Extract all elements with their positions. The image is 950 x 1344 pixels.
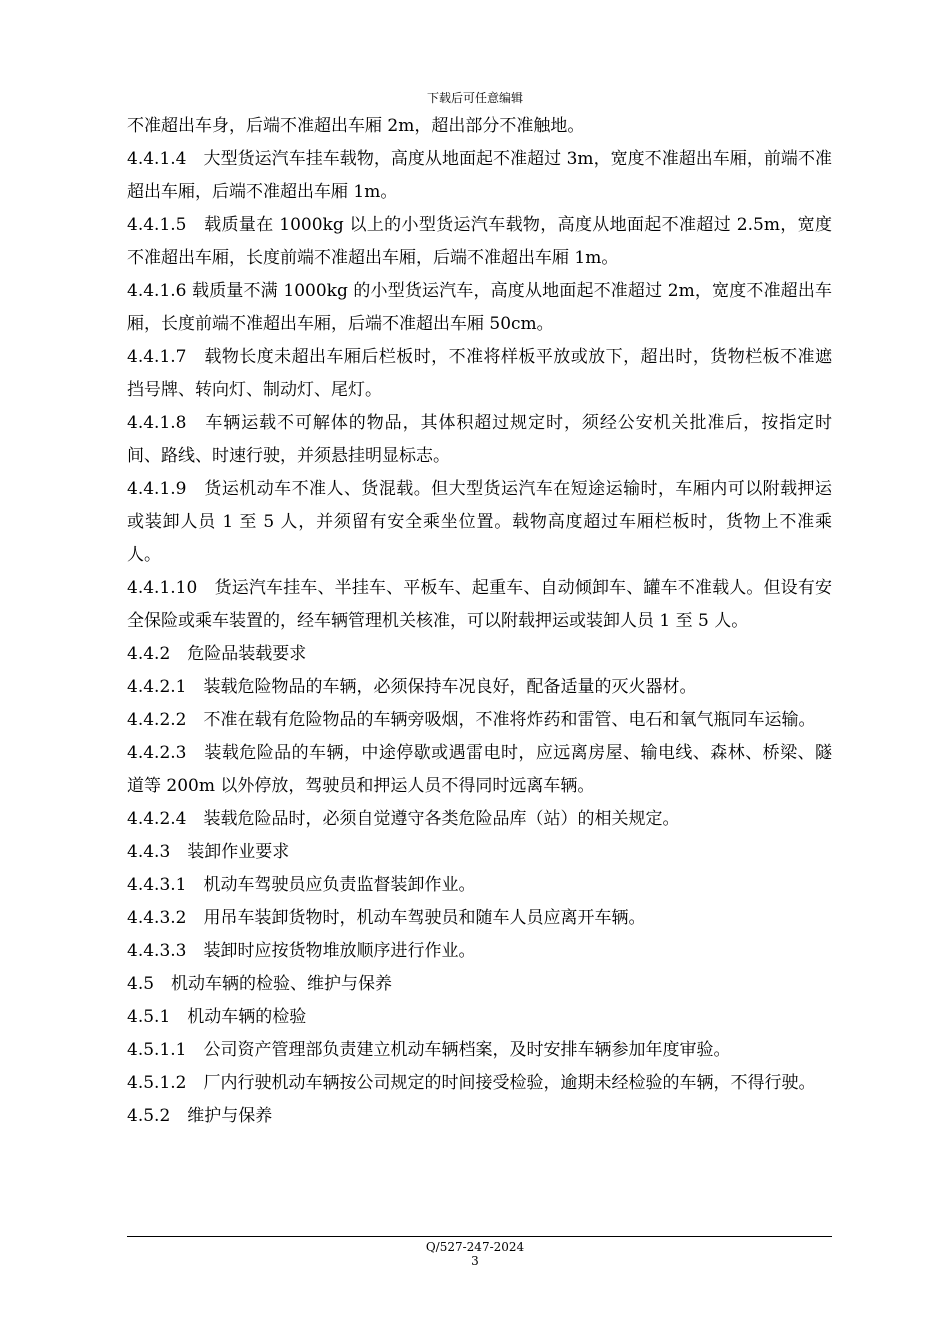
paragraph: 4.4.3.1 机动车驾驶员应负责监督装卸作业。 (127, 875, 476, 895)
section-heading: 4.5 机动车辆的检验、维护与保养 (127, 974, 393, 994)
footer-document-code: Q/527-247-2024 (425, 1240, 525, 1254)
document-body (127, 110, 832, 1133)
paragraph: 4.4.2.2 不准在载有危险物品的车辆旁吸烟，不准将炸药和雷管、电石和氧气瓶同车运输。 (127, 710, 816, 730)
paragraph: 4.4.2.4 装载危险品时，必须自觉遵守各类危险品库（站）的相关规定。 (127, 809, 680, 829)
paragraph: 4.4.1.8 车辆运载不可解体的物品，其体积超过规定时，须经公安机关批准后，按指定时间、路线、时速行驶，并须悬挂明显标志。 (127, 413, 832, 466)
footer-divider (127, 1236, 832, 1237)
header-note: 下载后可任意编辑 (426, 91, 523, 105)
paragraph: 4.4.1.5 载质量在 1000kg 以上的小型货运汽车载物，高度从地面起不准超过 2.5m，宽度不准超出车厢，长度前端不准超出车厢，后端不准超出车厢 1m。 (127, 215, 832, 268)
section-heading: 4.4.3 装卸作业要求 (127, 842, 290, 862)
paragraph: 4.4.1.7 载物长度未超出车厢后栏板时，不准将样板平放或放下，超出时，货物栏板不准遮挡号牌、转向灯、制动灯、尾灯。 (127, 347, 832, 400)
paragraph: 不准超出车身，后端不准超出车厢 2m，超出部分不准触地。 (127, 116, 585, 136)
paragraph: 4.4.2.3 装载危险品的车辆，中途停歇或遇雷电时，应远离房屋、输电线、森林、桥梁、隧道等 200m 以外停放，驾驶员和押运人员不得同时远离车辆。 (127, 743, 832, 796)
paragraph: 4.4.1.10 货运汽车挂车、半挂车、平板车、起重车、自动倾卸车、罐车不准载人。但设有安全保险或乘车装置的，经车辆管理机关核准，可以附载押运或装卸人员 1 至 5 人。 (127, 578, 832, 631)
paragraph: 4.4.2.1 装载危险物品的车辆，必须保持车况良好，配备适量的灭火器材。 (127, 677, 697, 697)
paragraph: 4.4.3.3 装卸时应按货物堆放顺序进行作业。 (127, 941, 476, 961)
section-heading: 4.4.2 危险品装载要求 (127, 644, 307, 664)
section-heading: 4.5.1 机动车辆的检验 (127, 1007, 307, 1027)
paragraph: 4.4.1.9 货运机动车不准人、货混载。但大型货运汽车在短途运输时，车厢内可以附载押运或装卸人员 1 至 5 人，并须留有安全乘坐位置。载物高度超过车厢栏板时，货物上不准乘人。 (127, 479, 832, 565)
paragraph: 4.4.1.4 大型货运汽车挂车载物，高度从地面起不准超过 3m，宽度不准超出车厢，前端不准超出车厢，后端不准超出车厢 1m。 (127, 149, 832, 202)
paragraph: 4.5.1.1 公司资产管理部负责建立机动车辆档案，及时安排车辆参加年度审验。 (127, 1040, 731, 1060)
section-heading: 4.5.2 维护与保养 (127, 1106, 273, 1126)
paragraph: 4.4.3.2 用吊车装卸货物时，机动车驾驶员和随车人员应离开车辆。 (127, 908, 646, 928)
footer-page-number: 3 (471, 1254, 479, 1268)
paragraph: 4.4.1.6 载质量不满 1000kg 的小型货运汽车，高度从地面起不准超过 2m，宽度不准超出车厢，长度前端不准超出车厢，后端不准超出车厢 50cm。 (127, 281, 832, 334)
paragraph: 4.5.1.2 厂内行驶机动车辆按公司规定的时间接受检验，逾期未经检验的车辆，不得行驶。 (127, 1073, 816, 1093)
